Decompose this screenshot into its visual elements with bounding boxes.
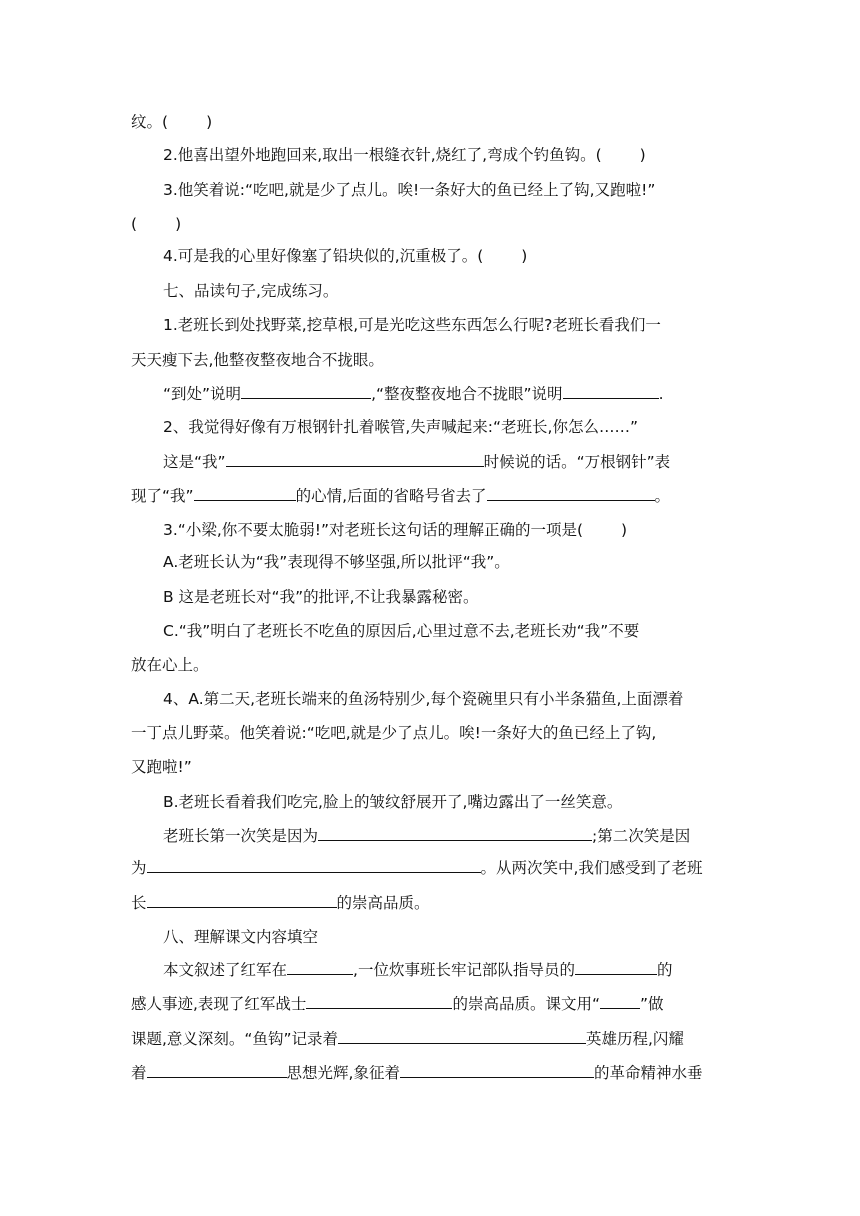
text-l24b: 的崇高品质。 xyxy=(336,894,430,912)
line-2 xyxy=(163,145,646,165)
line-7 xyxy=(163,315,661,335)
blank-field[interactable] xyxy=(194,486,296,501)
line-21 xyxy=(163,792,622,812)
blank-field[interactable] xyxy=(287,960,353,975)
text-l18: 4、A.第二天,老班长端来的鱼汤特别少,每个瓷碗里只有小半条猫鱼,上面漂着 xyxy=(163,690,684,708)
text-l10: 2、我觉得好像有万根钢针扎着喉管,失声喊起来:“老班长,你怎么……” xyxy=(163,418,638,436)
text-l19: 一丁点儿野菜。他笑着说:“吃吧,就是少了点儿。唉!一条好大的鱼已经上了钩, xyxy=(131,724,657,742)
text-l29b: 思想光辉,象征着 xyxy=(286,1064,400,1082)
text-l11a: 这是“我” xyxy=(163,453,226,471)
text-l09b: ,“整夜整夜地合不拢眼”说明 xyxy=(371,385,563,403)
text-l21: B.老班长看着我们吃完,脸上的皱纹舒展开了,嘴边露出了一丝笑意。 xyxy=(163,793,623,811)
blank-field[interactable] xyxy=(241,384,371,399)
text-l23a: 为 xyxy=(131,859,147,877)
line-20 xyxy=(131,757,192,777)
text-l26c: 的 xyxy=(656,961,673,979)
blank-field[interactable] xyxy=(400,1063,594,1078)
text-l05b: ) xyxy=(521,247,528,265)
text-l15: B 这是老班长对“我”的批评,不让我暴露秘密。 xyxy=(163,588,479,606)
text-l28b: 英雄历程,闪耀 xyxy=(586,1030,684,1048)
blank-field[interactable] xyxy=(487,486,655,501)
line-11 xyxy=(163,452,670,472)
blank-field[interactable] xyxy=(563,384,659,399)
line-29 xyxy=(131,1063,702,1083)
text-l27b: 的崇高品质。课文用“ xyxy=(452,995,600,1013)
line-26 xyxy=(163,960,672,980)
option-c xyxy=(163,621,639,641)
text-l01: 纹。( xyxy=(131,113,169,131)
text-l27c: ”做 xyxy=(639,995,664,1013)
text-l28a: 课题,意义深刻。“鱼钩”记录着 xyxy=(131,1030,338,1048)
line-3 xyxy=(163,180,655,200)
text-l03: 3.他笑着说:“吃吧,就是少了点儿。唉!一条好大的鱼已经上了钩,又跑啦!” xyxy=(163,181,656,199)
blank-field[interactable] xyxy=(338,1029,586,1044)
text-l13a: 3.“小梁,你不要太脆弱!”对老班长这句话的理解正确的一项是( xyxy=(163,521,584,539)
text-l27a: 感人事迹,表现了红军战士 xyxy=(131,995,307,1013)
line-19 xyxy=(131,723,656,743)
line-4 xyxy=(131,214,181,234)
blank-field[interactable] xyxy=(600,994,640,1009)
text-l29a: 着 xyxy=(131,1064,147,1082)
text-l06: 七、品读句子,完成练习。 xyxy=(163,282,339,300)
line-8 xyxy=(131,350,384,370)
text-l26b: ,一位炊事班长牢记部队指导员的 xyxy=(353,961,575,979)
blank-field[interactable] xyxy=(147,893,337,908)
blank-field[interactable] xyxy=(147,1063,287,1078)
blank-field[interactable] xyxy=(575,960,657,975)
line-12 xyxy=(131,486,670,506)
line-13 xyxy=(163,520,627,540)
text-l01b: ) xyxy=(206,113,213,131)
line-5 xyxy=(163,246,527,266)
line-22 xyxy=(163,826,690,846)
blank-field[interactable] xyxy=(306,994,452,1009)
text-l20: 又跑啦!” xyxy=(131,758,192,776)
line-28 xyxy=(131,1029,684,1049)
section-7-heading xyxy=(163,281,338,301)
option-c-cont xyxy=(131,655,209,675)
text-l22a: 老班长第一次笑是因为 xyxy=(163,827,319,845)
text-l02b: ) xyxy=(639,146,646,164)
text-l12b: 的心情,后面的省略号省去了 xyxy=(295,487,487,505)
text-l07: 1.老班长到处找野菜,挖草根,可是光吃这些东西怎么行呢?老班长看我们一 xyxy=(163,316,661,334)
text-l25: 八、理解课文内容填空 xyxy=(163,928,319,946)
line-23 xyxy=(131,858,702,878)
blank-field[interactable] xyxy=(318,826,592,841)
text-l29c: 的革命精神水垂 xyxy=(593,1064,703,1082)
option-b xyxy=(163,587,479,607)
section-8-heading xyxy=(163,927,318,947)
text-l17: 放在心上。 xyxy=(131,656,209,674)
text-l23b: 。从两次笑中,我们感受到了老班 xyxy=(480,859,703,877)
line-24 xyxy=(131,893,430,913)
text-l05: 4.可是我的心里好像塞了铅块似的,沉重极了。( xyxy=(163,247,484,265)
line-18 xyxy=(163,689,683,709)
line-9 xyxy=(163,384,664,404)
text-l12a: 现了“我” xyxy=(131,487,194,505)
blank-field[interactable] xyxy=(226,452,484,467)
text-l09c: . xyxy=(658,385,664,403)
text-l04a: ( xyxy=(131,215,138,233)
line-1 xyxy=(131,112,212,132)
text-l02: 2.他喜出望外地跑回来,取出一根缝衣针,烧红了,弯成个钓鱼钩。( xyxy=(163,146,602,164)
text-l09a: “到处”说明 xyxy=(163,385,242,403)
blank-field[interactable] xyxy=(147,858,481,873)
line-10 xyxy=(163,417,638,437)
text-l22b: ;第二次笑是因 xyxy=(592,827,691,845)
text-l16: C.“我”明白了老班长不吃鱼的原因后,心里过意不去,老班长劝“我”不要 xyxy=(163,622,640,640)
text-l08: 天天瘦下去,他整夜整夜地合不拢眼。 xyxy=(131,351,384,369)
text-l11b: 时候说的话。“万根钢针”表 xyxy=(483,453,671,471)
text-l13b: ) xyxy=(621,521,628,539)
option-a xyxy=(163,552,510,572)
text-l24a: 长 xyxy=(131,894,147,912)
text-l12c: 。 xyxy=(654,487,671,505)
text-l04b: ) xyxy=(175,215,182,233)
text-l14: A.老班长认为“我”表现得不够坚强,所以批评“我”。 xyxy=(163,553,510,571)
line-27 xyxy=(131,994,664,1014)
text-l26a: 本文叙述了红军在 xyxy=(163,961,288,979)
